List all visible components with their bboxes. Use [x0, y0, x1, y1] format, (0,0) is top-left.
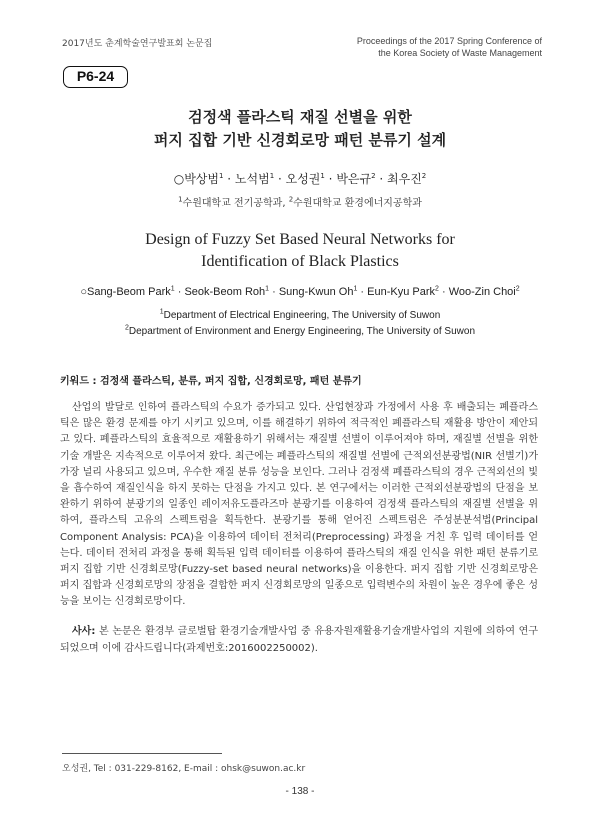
footnote-divider — [62, 753, 222, 754]
abstract-body: 산업의 발달로 인하여 플라스틱의 수요가 증가되고 있다. 산업현장과 가정에서 사용 후 배출되는 폐플라스틱은 많은 환경 문제를 야기 시키고 있으며, 이를 해결하기 위하여 적극적인 폐플라스틱 재활용 방안이 제안되고 있다. 폐플라스틱의 효율적으로 재활용하기 위해서는 재질별 선별이 이루어져야 하며, 재질별 선별을 위한 기술 개발은 지속적으로 이루어져 왔다. 최근에는 폐플라스틱의 재질별 선별에 근적외선분광법(NIR 선별기)가 가장 널리 사용되고 있으며, 우수한 재질 분류 성능을 보인다. 그러나 검정색 폐플라스틱의 경우 근적외선의 빛을 흡수하여 재질인식을 하지 못하는 단점을 가지고 있다. 본 연구에서는 이러한 근적외선분광법의 단점을 보완하기 위하여 분광기의 일종인 레이저유도플라즈마 분광기를 이용하여 검정색 플라스틱의 재질별 선별을 위하여, 플라스틱 고유의 스펙트럼을 획득한다. 분광기를 통해 얻어진 스펙트럼은 주성분분석법(Principal Component Analysis: PCA)을 이용하여 데이터 전처리(Preprocessing) 과정을 거친 후 입력 데이터를 얻는다. 데이터 전처리 과정을 통해 획득된 입력 데이터를 이용하여 플라스틱의 재질 인식을 위한 패턴 분류기로 퍼지 집합 기반 신경회로망(Fuzzy-set based neural networks)을 이용한다. 퍼지 집합 기반 신경회로망은 퍼지 집합과 신경회로망의 장점을 결합한 퍼지 신경회로망의 일종으로 입력변수의 차원이 높은 경우에 좋은 성능을 보이는 신경회로망이다. — [60, 402, 538, 608]
korean-affiliation-2: 수원대학교 환경에너지공학과 — [293, 198, 422, 209]
affiliation-marker: 1 — [320, 172, 325, 180]
affiliation-marker: 2 — [288, 195, 294, 204]
affiliation-marker: 1 — [178, 195, 183, 204]
english-affiliation-text: Department of Electrical Engineering, The University of Suwon — [163, 310, 441, 321]
title-english-line1: Design of Fuzzy Set Based Neural Networks for — [145, 231, 455, 248]
affiliation-marker: 2 — [435, 285, 439, 293]
affiliation-marker: 1 — [353, 285, 358, 293]
english-author-4: Eun-Kyu Park$^2$ · — [367, 285, 449, 298]
acknowledgement-text: 본 논문은 환경부 글로벌탑 환경기술개발사업 중 유용자원재활용기술개발사업의 지원에 의하여 연구되었으며 이에 감사드립니다(과제번호:2016002250002). — [60, 626, 538, 654]
affiliation-marker: 1 — [159, 308, 164, 316]
corresponding-author-footnote: 오성권, Tel : 031-229-8162, E-mail : ohsk@suwon.ac.kr — [62, 764, 306, 774]
running-header-right-line1: Proceedings of the 2017 Spring Conference of — [356, 36, 542, 46]
english-author-3: Sung-Kwun $Oh^1$ · — [278, 285, 368, 298]
acknowledgement-label: 사사: — [72, 626, 96, 637]
english-author-2: Seok-Beom Roh$^1$ · — [184, 285, 279, 298]
affiliation-english-2 — [0, 326, 600, 337]
affiliation-marker: 2 — [421, 172, 427, 180]
affiliation-english-1 — [0, 310, 600, 321]
page-number: - 138 - — [285, 786, 315, 797]
keywords: 키워드 : 검정색 플라스틱, 분류, 퍼지 집합, 신경회로망, 패턴 분류기 — [60, 376, 362, 387]
affiliation-marker: 2 — [124, 324, 129, 332]
english-affiliation-text: Department of Environment and Energy Engineering, The University of Suwon — [128, 326, 476, 337]
acknowledgement — [60, 624, 538, 657]
affiliations-korean — [0, 194, 600, 209]
title-korean-line2: 퍼지 집합 기반 신경회로망 패턴 분류기 설계 — [153, 131, 447, 149]
korean-author-4: 박은규$^2$ · — [336, 172, 388, 186]
english-author-1: ○Sang-Beom Park$^1$ · — [80, 285, 185, 298]
affiliation-marker: 1 — [170, 285, 175, 293]
korean-author-2: 노석범$^1$ · — [234, 172, 286, 186]
running-header-right — [357, 35, 542, 59]
title-english-line2: Identification of Black Plastics — [201, 253, 399, 270]
running-header-right-line2: the Korea Society of Waste Management — [378, 48, 542, 58]
authors-english — [0, 286, 600, 298]
affiliation-marker: 1 — [218, 172, 224, 180]
affiliation-marker: 2 — [515, 285, 520, 293]
korean-author-1: ○박상범$^1$ · — [173, 172, 235, 186]
affiliation-marker: 1 — [265, 285, 270, 293]
korean-author-5: 최우진$^2$ — [387, 172, 427, 186]
english-author-5: Woo-Zin Choi$^2$ — [448, 285, 520, 298]
affiliation-marker: 1 — [269, 172, 275, 180]
korean-author-3: 오성권$^1$ · — [285, 172, 337, 186]
title-korean-line1: 검정색 플라스틱 재질 선별을 위한 — [188, 108, 412, 126]
running-header-left: 2017년도 춘계학술연구발표회 논문집 — [62, 39, 213, 49]
authors-korean — [0, 170, 600, 187]
korean-affiliation-1: 수원대학교 전기공학과, — [182, 198, 289, 209]
paper-code-badge: P6-24 — [63, 66, 128, 88]
affiliation-marker: 2 — [371, 172, 376, 180]
